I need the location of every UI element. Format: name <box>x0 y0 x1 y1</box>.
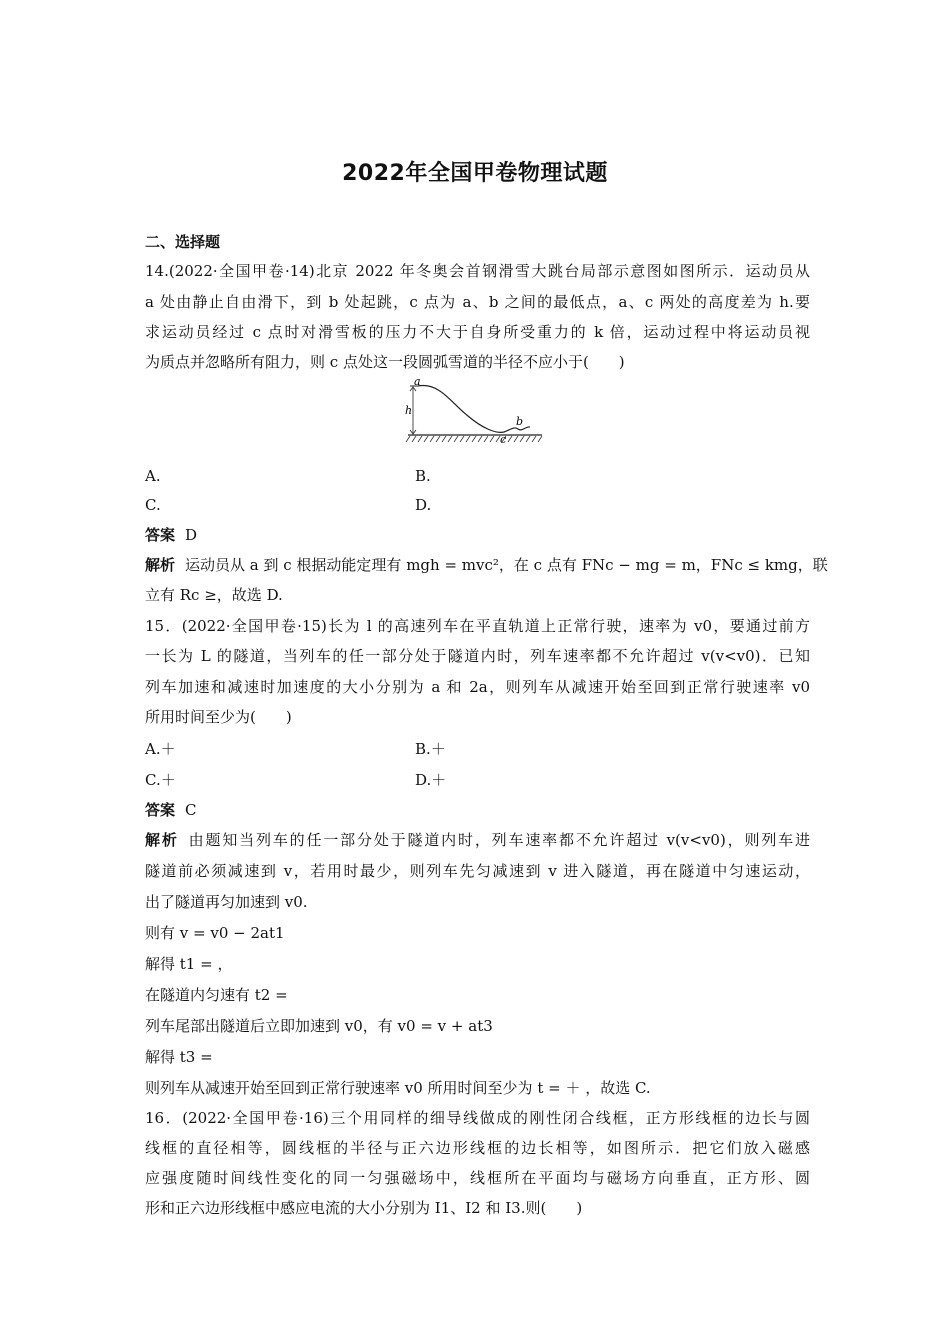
q14-line-4: 为质点并忽略所有阻力，则 c 点处这一段圆弧雪道的半径不应小于( ) <box>145 353 625 371</box>
q14-line-3: 求运动员经过 c 点时对滑雪板的压力不大于自身所受重力的 k 倍，运动过程中将运动员视 <box>145 323 810 341</box>
label-h: h <box>405 404 413 417</box>
q15-step-5: 解得 t3 = <box>145 1048 213 1066</box>
q15-step-3: 在隧道内匀速有 t2 = <box>145 986 288 1004</box>
q15-line-2: 一长为 L 的隧道，当列车的任一部分处于隧道内时，列车速率都不允许超过 v(v<v0)．已知 <box>145 647 810 665</box>
q16-line-3: 应强度随时间线性变化的同一匀强磁场中，线框所在平面均与磁场方向垂直，正方形、圆 <box>145 1169 810 1187</box>
q16-line-2: 线框的直径相等，圆线框的半径与正六边形线框的边长相等，如图所示．把它们放入磁感 <box>145 1139 810 1157</box>
q14-option-b: B. <box>415 467 431 485</box>
q15-line-3: 列车加速和减速时加速度的大小分别为 a 和 2a，则列车从减速开始至回到正常行驶速率 v0 <box>145 678 810 696</box>
analysis-text: 运动员从 a 到 c 根据动能定理有 mgh = mvc²，在 c 点有 FNc − mg = m，FNc ≤ kmg，联 <box>185 556 828 574</box>
answer-label: 答案 <box>145 801 176 819</box>
ground-hatching <box>406 436 542 442</box>
q14-analysis-line-1 <box>145 555 828 575</box>
answer-label: 答案 <box>145 526 176 544</box>
answer-value: D <box>185 526 198 544</box>
q15-analysis-line-3: 出了隧道再匀加速到 v0. <box>145 893 308 911</box>
analysis-label: 解析 <box>145 556 176 574</box>
page-title: 2022年全国甲卷物理试题 <box>342 161 608 186</box>
q16-line-1: 16．(2022·全国甲卷·16)三个用同样的细导线做成的刚性闭合线框，正方形线框的边长与圆 <box>145 1109 810 1127</box>
q14-option-c: C. <box>145 496 161 514</box>
q15-step-4: 列车尾部出隧道后立即加速到 v0，有 v0 = v + at3 <box>145 1017 493 1035</box>
q14-answer <box>145 525 810 545</box>
q14-analysis-line-2: 立有 Rc ≥，故选 D. <box>145 586 283 604</box>
q15-option-c: C.＋ <box>145 771 176 789</box>
ski-slope-curve <box>418 386 530 433</box>
q14-option-d: D. <box>415 496 432 514</box>
q14-line-1: 14.(2022·全国甲卷·14)北京 2022 年冬奥会首钢滑雪大跳台局部示意图如图所示．运动员从 <box>145 262 810 280</box>
q15-analysis-line-1 <box>145 830 810 850</box>
q15-line-4: 所用时间至少为( ) <box>145 708 292 726</box>
answer-value: C <box>185 801 197 819</box>
q14-line-2: a 处由静止自由滑下，到 b 处起跳，c 点为 a、b 之间的最低点，a、c 两处的高度差为 h.要 <box>145 293 810 311</box>
label-b: b <box>516 415 524 428</box>
q14-option-a: A. <box>145 467 161 485</box>
q15-step-2: 解得 t1 = ， <box>145 955 233 973</box>
q15-analysis-line-2: 隧道前必须减速到 v，若用时最少，则列车先匀减速到 v 进入隧道，再在隧道中匀速运动， <box>145 862 810 880</box>
q15-answer <box>145 800 810 820</box>
label-a: a <box>414 376 421 388</box>
ski-jump-figure <box>400 376 548 456</box>
q16-line-4: 形和正六边形线框中感应电流的大小分别为 I1、I2 和 I3.则( ) <box>145 1199 583 1217</box>
q15-step-1: 则有 v = v0 − 2at1 <box>145 924 285 942</box>
q15-option-d: D.＋ <box>415 771 447 789</box>
section-heading: 二、选择题 <box>145 233 221 251</box>
q15-option-b: B.＋ <box>415 740 446 758</box>
analysis-label: 解析 <box>145 831 179 849</box>
q15-step-6: 则列车从减速开始至回到正常行驶速率 v0 所用时间至少为 t = ＋ ，故选 C. <box>145 1079 651 1097</box>
q15-option-a: A.＋ <box>145 740 176 758</box>
q15-line-1: 15．(2022·全国甲卷·15)长为 l 的高速列车在平直轨道上正常行驶，速率为 v0，要通过前方 <box>145 617 810 635</box>
label-c: c <box>500 433 507 446</box>
analysis-text: 由题知当列车的任一部分处于隧道内时，列车速率都不允许超过 v(v<v0)，则列车进 <box>188 831 810 849</box>
